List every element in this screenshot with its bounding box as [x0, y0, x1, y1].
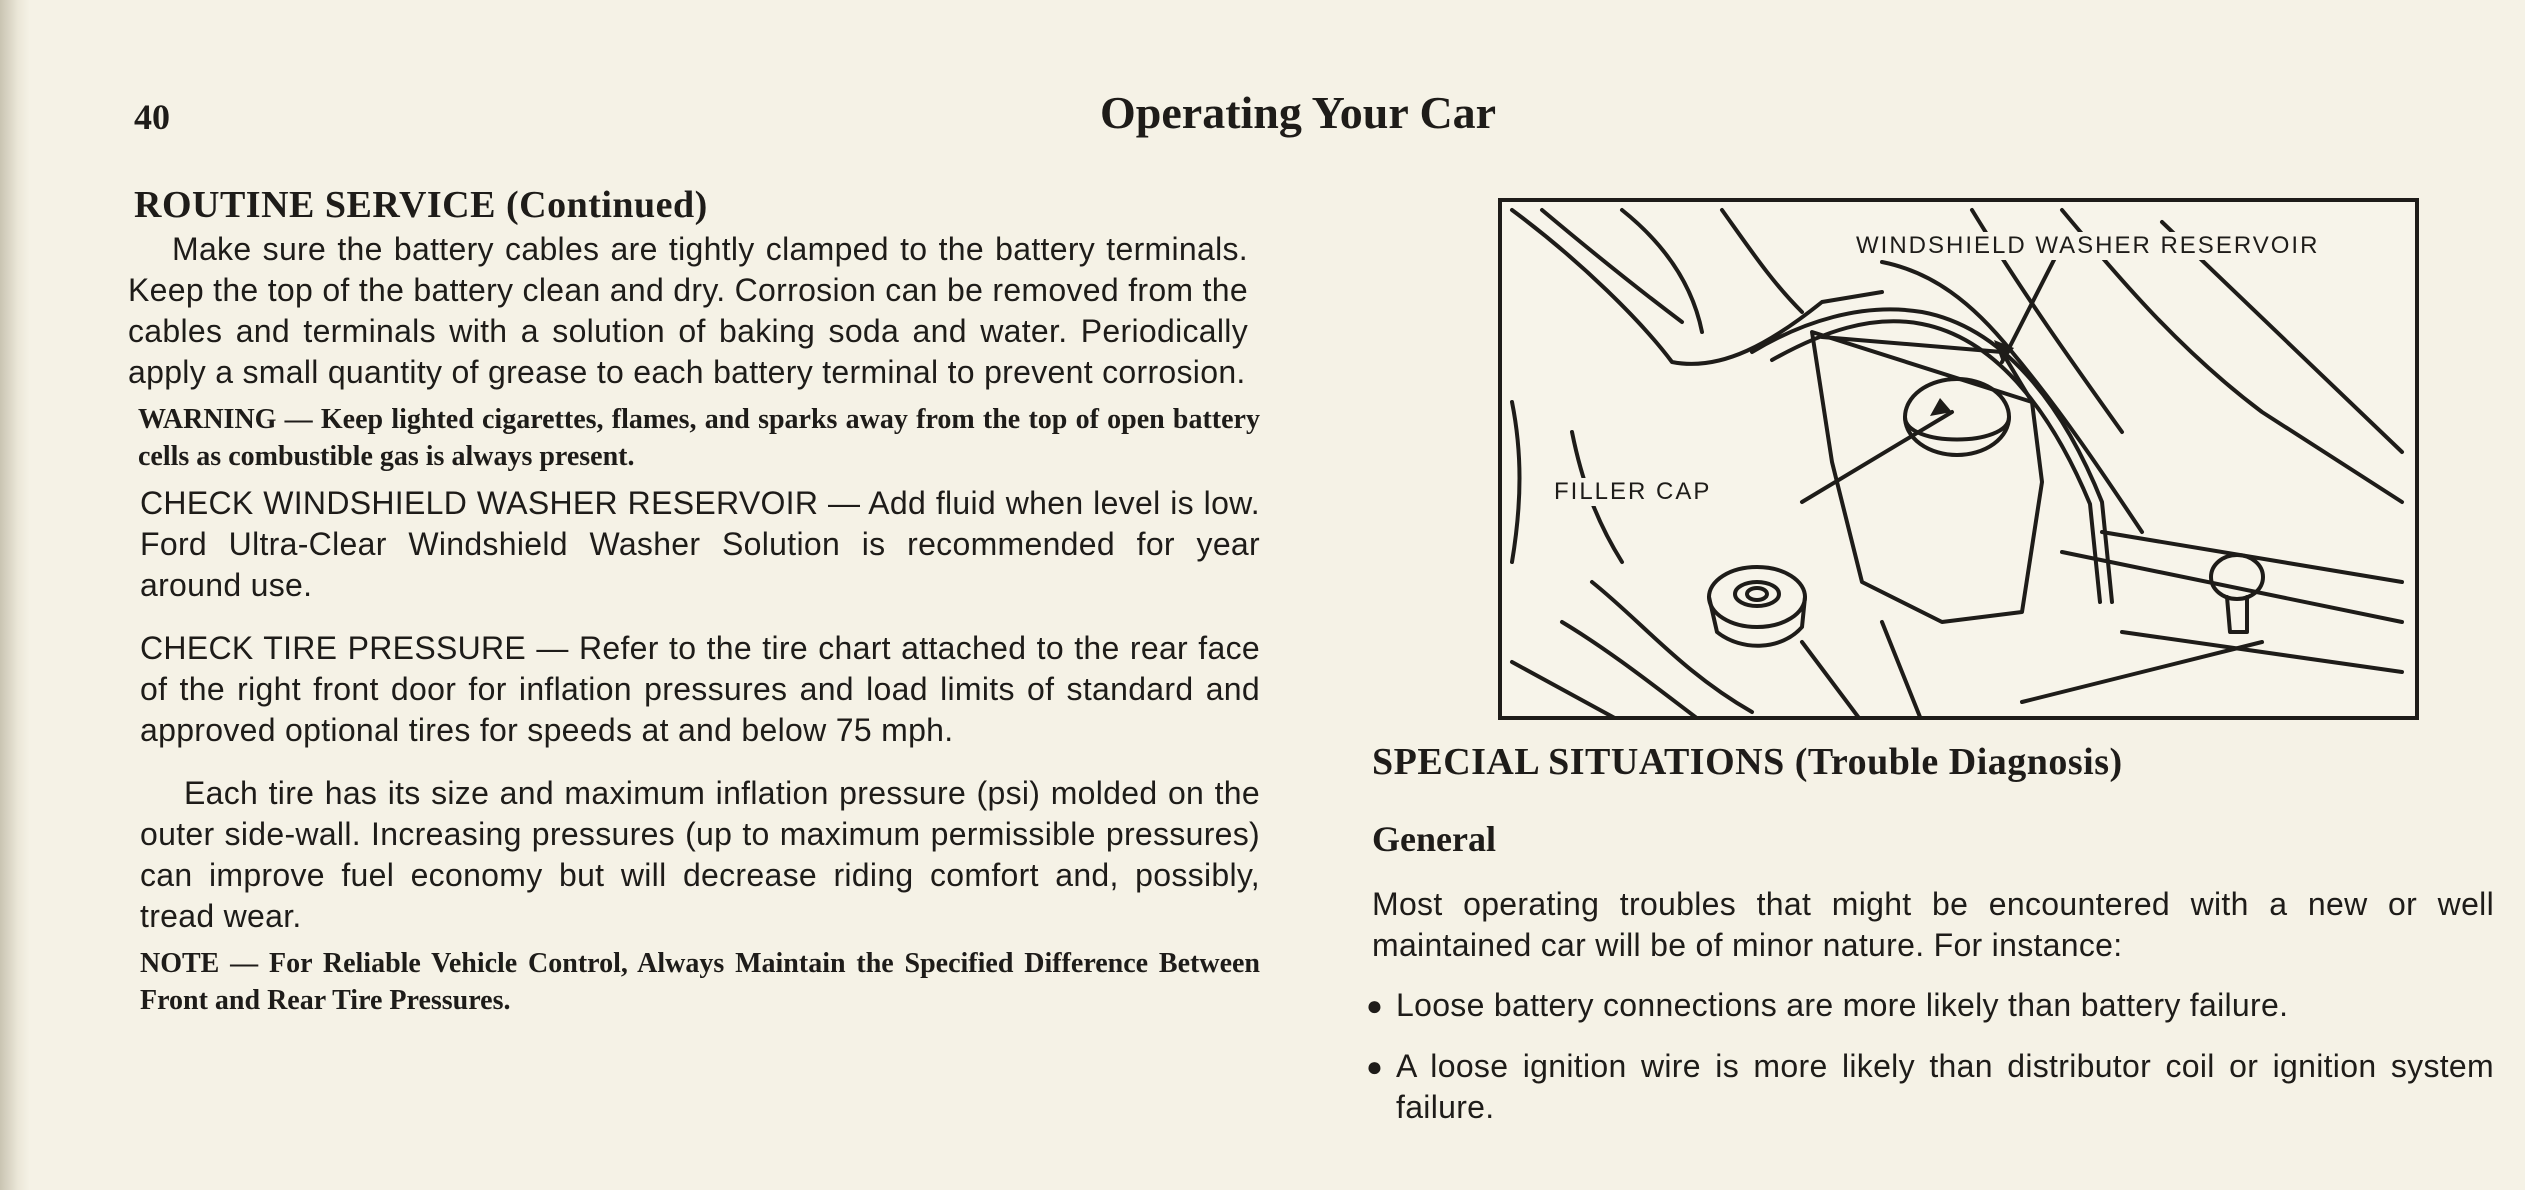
list-item	[1366, 1046, 2494, 1128]
bullet-icon: ●	[1366, 1051, 1384, 1082]
bullet-icon: ●	[1366, 990, 1384, 1021]
page-number: 40	[134, 97, 170, 137]
page-binding-edge	[0, 0, 30, 1190]
battery-warning: WARNING — Keep lighted cigarettes, flames, and sparks away from the top of open battery cells as combustible gas is always present.	[138, 404, 1260, 472]
subheading-general: General	[1372, 819, 1496, 859]
label-filler-cap: FILLER CAP	[1550, 478, 1715, 506]
section-heading-special-situations: SPECIAL SITUATIONS (Trouble Diagnosis)	[1372, 741, 2123, 783]
windshield-washer-reservoir-illustration	[1498, 198, 2419, 720]
washer-reservoir-paragraph: CHECK WINDSHIELD WASHER RESERVOIR — Add fluid when level is low. Ford Ultra-Clear Windshield Washer Solution is recommended for year around use.	[140, 485, 1260, 603]
label-windshield-washer-reservoir: WINDSHIELD WASHER RESERVOIR	[1852, 232, 2323, 260]
tire-pressure-paragraph: CHECK TIRE PRESSURE — Refer to the tire chart attached to the rear face of the right front door for inflation pressures and load limits of standard and approved optional tires for speeds at and below 75 mph.	[140, 630, 1260, 748]
engine-compartment-drawing	[1502, 202, 2419, 720]
tire-pressure-note: NOTE — For Reliable Vehicle Control, Always Maintain the Specified Difference Between Front and Rear Tire Pressures.	[140, 948, 1260, 1016]
general-intro-paragraph: Most operating troubles that might be encountered with a new or well maintained car will be of minor nature. For instance:	[1372, 886, 2494, 963]
page-title: Operating Your Car	[1100, 87, 1497, 138]
left-column	[128, 183, 1260, 1019]
section-heading-routine-service: ROUTINE SERVICE (Continued)	[134, 184, 708, 226]
battery-paragraph: Make sure the battery cables are tightly clamped to the battery terminals. Keep the top of the battery clean and dry. Corrosion can be removed from the cables and terminals with a solution of baking soda and water. Periodically apply a small quantity of grease to each battery terminal to prevent corrosion.	[128, 231, 1248, 390]
trouble-diagnosis-list	[1366, 985, 2494, 1128]
inflation-paragraph: Each tire has its size and maximum inflation pressure (psi) molded on the outer side-wall. Increasing pressures (up to maximum permissible pressures) can improve fuel economy but will decrease riding comfort and, possibly, tread wear.	[140, 775, 1260, 934]
list-item-text: A loose ignition wire is more likely than distributor coil or ignition system failure.	[1396, 1048, 2494, 1125]
list-item	[1366, 985, 2494, 1026]
list-item-text: Loose battery connections are more likely than battery failure.	[1396, 987, 2289, 1023]
